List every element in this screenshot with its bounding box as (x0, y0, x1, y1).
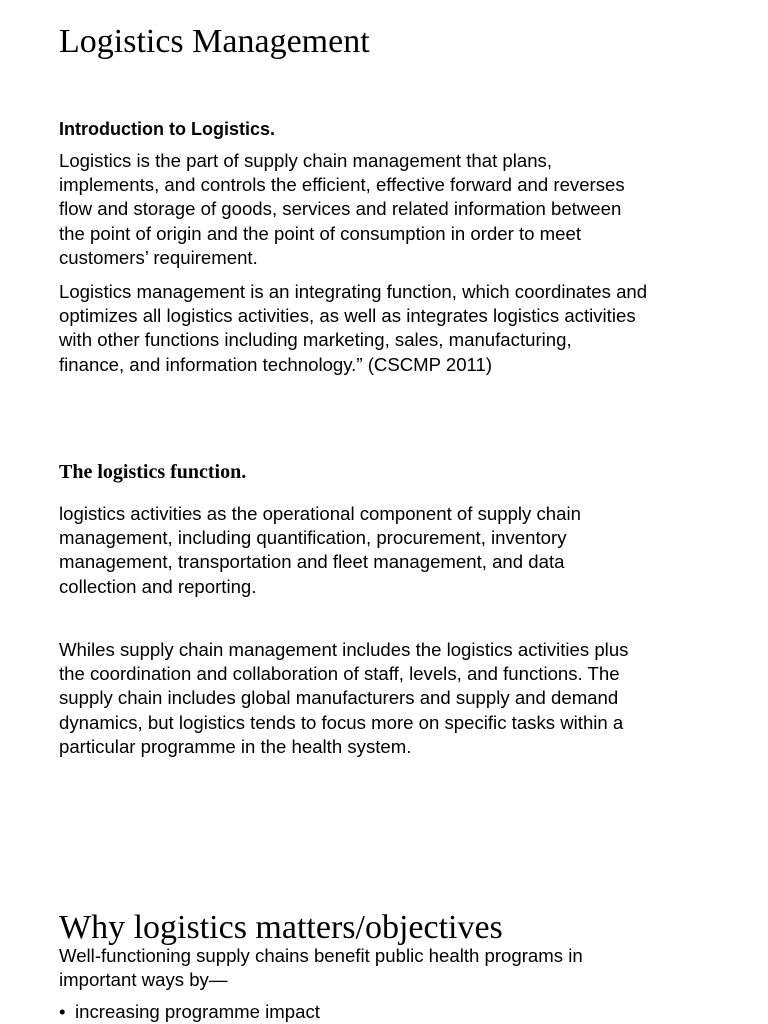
text-line: implements, and controls the efficient, effective forward and reverses (59, 174, 625, 196)
text-line: Well-functioning supply chains benefit public health programs in (59, 945, 583, 966)
text-line: important ways by— (59, 969, 228, 991)
paragraph-logistics-activities (59, 502, 719, 599)
text-line: collection and reporting. (59, 575, 257, 597)
paragraph-logistics-management (59, 280, 719, 377)
text-line: the coordination and collaboration of staff, levels, and functions. The (59, 663, 620, 685)
text-line: management, transportation and fleet management, and data (59, 551, 565, 573)
text-line: finance, and information technology.” (CSCMP 2011) (59, 353, 493, 375)
text-line: Logistics management is an integrating function, which coordinates and (59, 281, 648, 302)
bullet-marker: • (59, 1001, 66, 1022)
text-line: flow and storage of goods, services and related information between (59, 198, 622, 220)
paragraph-supply-chain-vs-logistics (59, 638, 719, 759)
text-line: the point of origin and the point of consumption in order to meet (59, 222, 581, 244)
section-heading-why-logistics-matters: Why logistics matters/objectives (59, 909, 503, 946)
text-line: logistics activities as the operational component of supply chain (59, 503, 581, 524)
text-line: with other functions including marketing, sales, manufacturing, (59, 329, 572, 351)
text-line: particular programme in the health system. (59, 735, 412, 757)
document-title: Logistics Management (59, 23, 370, 60)
section-heading-logistics-function: The logistics function. (59, 461, 247, 483)
bullet-text: increasing programme impact (75, 1001, 320, 1022)
text-line: supply chain includes global manufacturers and supply and demand (59, 687, 619, 709)
text-line: Logistics is the part of supply chain management that plans, (59, 150, 553, 171)
paragraph-logistics-definition (59, 149, 719, 270)
text-line: dynamics, but logistics tends to focus more on specific tasks within a (59, 711, 624, 733)
bullet-item (59, 1000, 320, 1024)
paragraph-supply-chain-benefits (59, 944, 719, 992)
text-line: management, including quantification, procurement, inventory (59, 527, 567, 549)
section-heading-introduction: Introduction to Logistics. (59, 119, 275, 139)
text-line: optimizes all logistics activities, as well as integrates logistics activities (59, 305, 636, 327)
text-line: Whiles supply chain management includes the logistics activities plus (59, 639, 629, 660)
text-line: customers’ requirement. (59, 246, 258, 268)
